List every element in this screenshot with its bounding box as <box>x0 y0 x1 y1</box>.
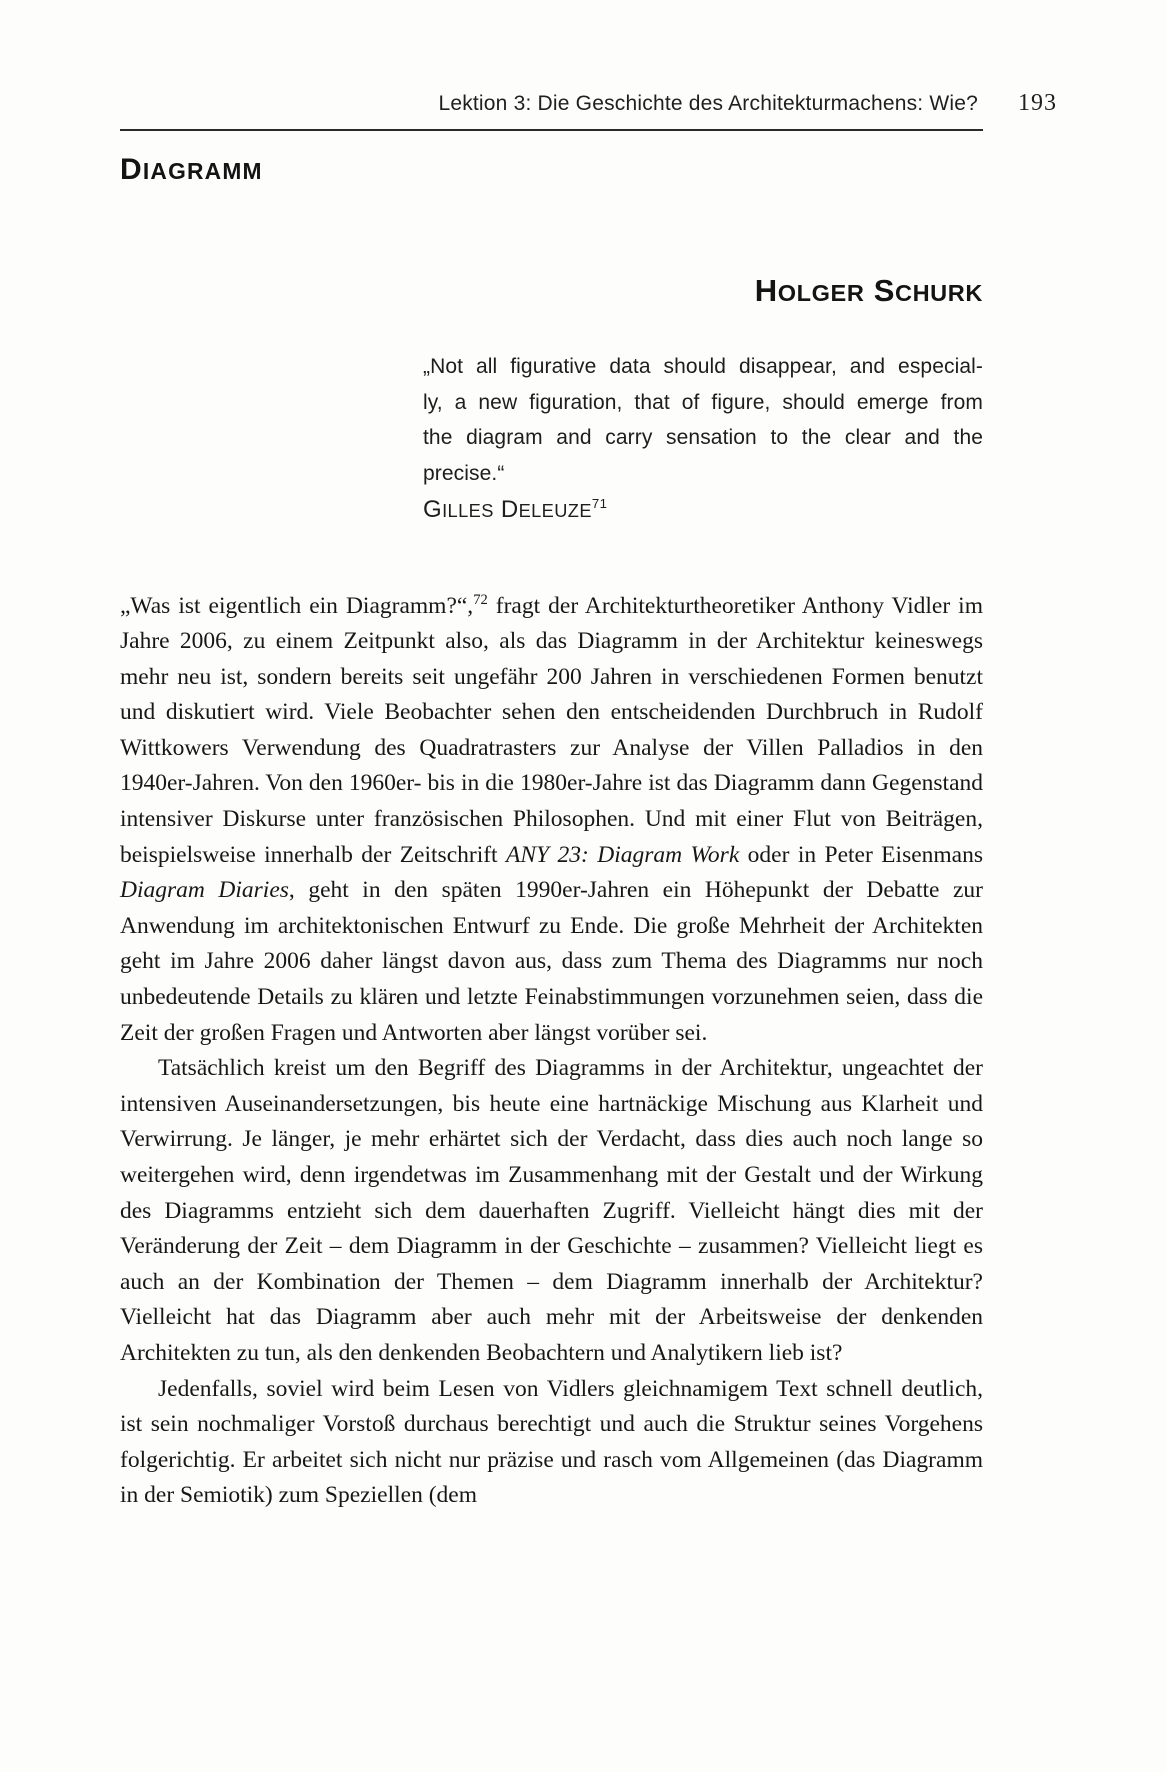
quote-line: „Not all figurative data should disappear, and especial- <box>423 355 983 378</box>
quote-line: ly, a new figuration, that of figure, should emerge from <box>423 390 983 414</box>
epigraph-attribution <box>423 492 983 529</box>
page-number: 193 <box>1018 90 1057 116</box>
header-rule <box>120 129 983 131</box>
author-name: HOLGER SCHURK <box>754 273 983 308</box>
epigraph-quote <box>423 349 983 491</box>
quote-line: the diagram and carry sensation to the clear and the <box>423 426 983 449</box>
running-title: Lektion 3: Die Geschichte des Architekturmachens: Wie? <box>438 92 978 115</box>
paragraph: „Was ist eigentlich ein Diagramm?“,$^{72}$ fragt der Architekturtheoretiker Anthony Vidler im Jahre 2006, zu einem Zeitpunkt also, als das Diagramm in der Architektur keineswegs mehr neu ist, sondern bereits seit ungefähr 200 Jahren in verschiedenen Formen benutzt und diskutiert wird. Viele Beobachter sehen den entscheidenden Durchbruch in Rudolf Wittkowers Verwendung des Quadratrasters zur Analyse der Villen Palladios in den 1940er-Jahren. Von den 1960er- bis in die 1980er-Jahre ist das Diagramm dann Gegenstand intensiver Diskurse unter französischen Philosophen. Und mit einer Flut von Beiträgen, beispielsweise innerhalb der Zeitschrift ANY 23: Diagram Work oder in Peter Eisenmans Diagram Diaries, geht in den späten 1990er-Jahren ein Höhepunkt der Debatte zur Anwendung im architektonischen Entwurf zu Ende. Die große Mehrheit der Architekten geht im Jahre 2006 daher längst davon aus, dass zum Thema des Diagramms nur noch unbedeutende Details zu klären und letzte Feinabstimmungen vorzunehmen seien, dass die Zeit der großen Fragen und Antworten aber längst vorüber sei. <box>120 591 983 1046</box>
running-head <box>120 90 1057 117</box>
quote-line: precise.“ <box>423 461 505 485</box>
paragraph: Tatsächlich kreist um den Begriff des Diagramms in der Architektur, ungeachtet der intensiven Auseinandersetzungen, bis heute eine hartnäckige Mischung aus Klarheit und Verwirrung. Je länger, je mehr erhärtet sich der Verdacht, dass dies auch noch lange so weitergehen wird, denn irgendetwas im Zusammenhang mit der Gestalt und der Wirkung des Diagramms entzieht sich dem dauerhaften Zugriff. Vielleicht hängt dies mit der Veränderung der Zeit – dem Diagramm in der Geschichte – zusammen? Vielleicht liegt es auch an der Kombination der Themen – dem Diagramm innerhalb der Architektur? Vielleicht hat das Diagramm aber auch mehr mit der Arbeitsweise der denkenden Architekten zu tun, als den denkenden Beobachtern und Analytikern lieb ist? <box>120 1055 983 1366</box>
attribution-note-number: 71 <box>591 496 608 511</box>
epigraph <box>423 349 983 529</box>
body-text <box>120 589 983 1514</box>
attribution-name: GILLES DELEUZE <box>423 496 592 523</box>
paragraph: Jedenfalls, soviel wird beim Lesen von Vidlers gleichnamigem Text schnell deutlich, ist sein nochmaliger Vorstoß durchaus berechtigt und auch die Struktur seines Vorgehens folgerichtig. Er arbeitet sich nicht nur präzise und rasch vom Allgemeinen (das Diagramm in der Semiotik) zum Speziellen (dem <box>120 1375 983 1509</box>
section-heading: DIAGRAMM <box>120 153 263 186</box>
